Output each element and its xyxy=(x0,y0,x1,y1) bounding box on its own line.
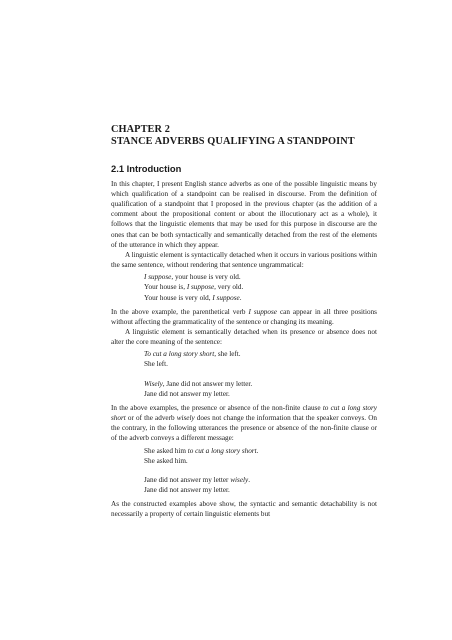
example-line: She left. xyxy=(144,360,168,369)
example-line: Jane did not answer my letter wisely. xyxy=(144,475,250,484)
spacer xyxy=(144,466,377,475)
chapter-title: STANCE ADVERBS QUALIFYING A STANDPOINT xyxy=(111,136,355,148)
section-heading: 2.1 Introduction xyxy=(111,162,182,174)
example-line: Wisely, Jane did not answer my letter. xyxy=(144,379,253,388)
example-block xyxy=(144,272,377,302)
paragraph: A linguistic element is syntactically detached when it occurs in various positions within the same sentence, without rendering that sentence ungrammatical: xyxy=(111,250,377,270)
example-italic: I suppose xyxy=(186,283,215,292)
example-line: To cut a long story short, she left. xyxy=(144,350,241,359)
example-line: She asked him. xyxy=(144,456,188,465)
page-content xyxy=(111,124,377,520)
spacer xyxy=(144,370,377,379)
example-block xyxy=(144,349,377,399)
example-italic: Wisely xyxy=(144,379,163,388)
example-line: She asked him to cut a long story short. xyxy=(144,446,259,455)
example-italic: I suppose xyxy=(212,293,240,302)
example-line: I suppose, your house is very old. xyxy=(144,273,241,282)
paragraph: In the above example, the parenthetical verb I suppose can appear in all three positions without affecting the grammaticality of the sentence or changing its meaning. xyxy=(111,307,377,326)
paragraph: A linguistic element is semantically detached when its presence or absence does not alter the core meaning of the sentence: xyxy=(111,328,377,347)
example-italic: I suppose xyxy=(144,273,172,282)
example-line: Your house is very old, I suppose. xyxy=(144,293,242,302)
chapter-heading xyxy=(111,124,377,149)
paragraph: In this chapter, I present English stance adverbs as one of the possible linguistic means by which qualification of a standpoint can be realised in discourse. From the definition of qualification of a standpoint that I proposed in the previous chapter (as the addition of a comment about the propositional content or about the illocutionary act as a whole), it follows that the linguistic elements that may be used for this purpose in discourse are the ones that can be both syntactically and semantically detached from the rest of the elements of the utterance in which they appear. xyxy=(111,179,377,249)
example-italic: to cut a long story short xyxy=(187,446,257,455)
paragraph: In the above examples, the presence or absence of the non-finite clause to cut a long story short or of the adverb wisely does not change the information that the speaker conveys. On the contrary, in the following utterances the presence or absence of the non-finite clause or of the adverb conveys a different message: xyxy=(111,403,378,443)
example-line: Your house is, I suppose, very old. xyxy=(144,283,244,292)
example-line: Jane did not answer my letter. xyxy=(144,486,230,495)
example-italic: wisely xyxy=(230,475,249,484)
chapter-number: CHAPTER 2 xyxy=(111,124,170,135)
example-line: Jane did not answer my letter. xyxy=(144,389,230,398)
example-italic: To cut a long story short xyxy=(144,350,215,359)
example-block xyxy=(144,446,377,496)
paragraph: As the constructed examples above show, the syntactic and semantic detachability is not necessarily a property of certain linguistic elements but xyxy=(111,500,377,519)
